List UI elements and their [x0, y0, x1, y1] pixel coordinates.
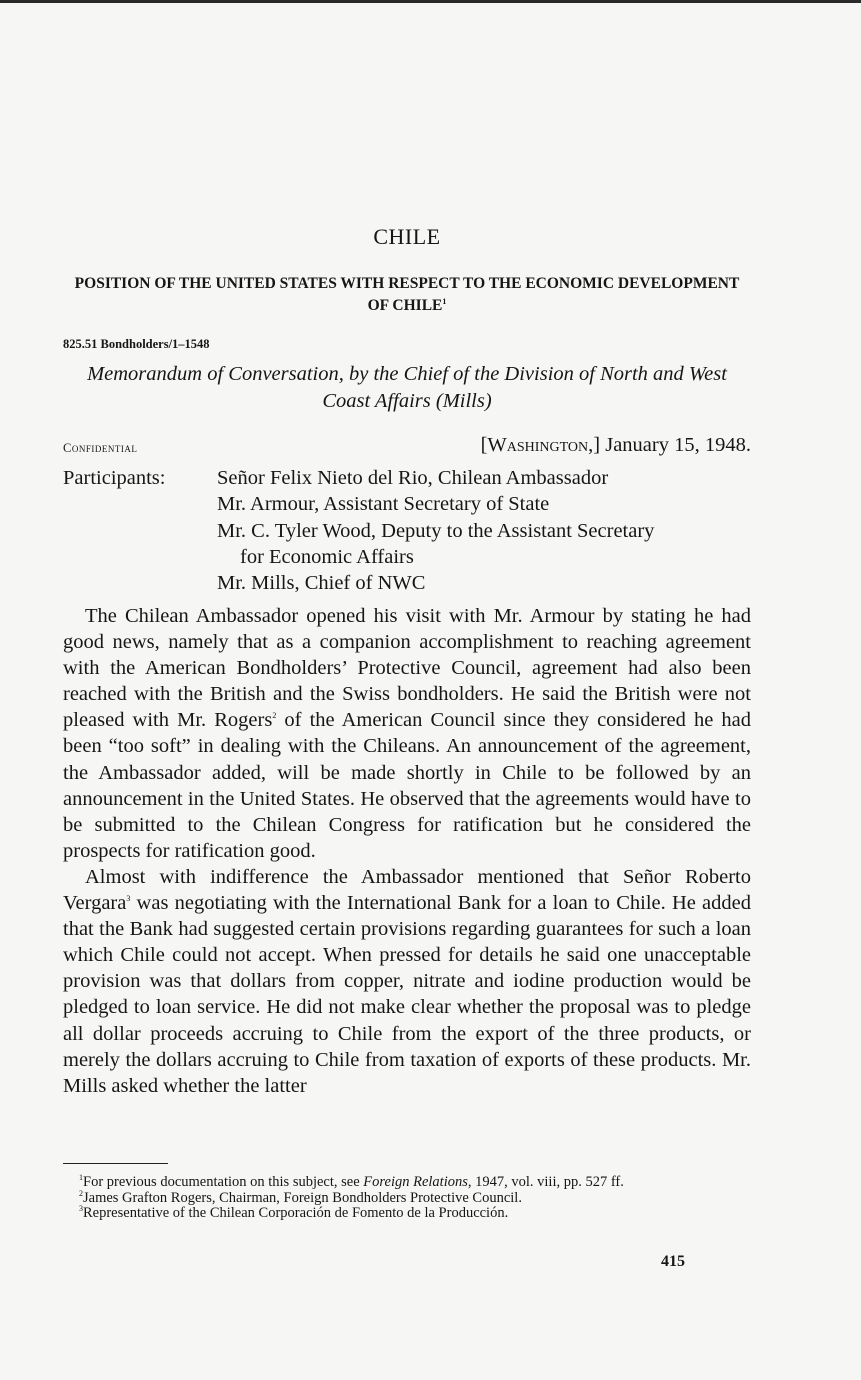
footnotes	[63, 1175, 751, 1222]
paragraph-1-part-b: of the American Council since they considered he had been “too soft” in dealing with the Chileans. An announcement of the agreement, the Ambassador added, will be made shortly in Chile to be followed by an announcement in the United States. He observed that the agreements would have to be submitted to the Chilean Congress for ratification but he considered the prospects for ratification good.	[63, 709, 751, 862]
participant: Señor Felix Nieto del Rio, Chilean Ambassador	[217, 467, 609, 489]
footnote-1	[63, 1175, 751, 1191]
footnote-ref-2[interactable]: 2	[272, 711, 277, 721]
participant: Mr. C. Tyler Wood, Deputy to the Assistant Secretary	[217, 519, 655, 542]
paragraph-2-part-b: was negotiating with the International Bank for a loan to Chile. He added that the Bank had suggested certain provisions regarding guarantees for such a loan which Chile could not accept. When pressed for details he said one unacceptable provision was that dollars from copper, nitrate and iodine production would be pledged to loan service. He did not make clear whether the proposal was to pledge all dollar proceeds accruing to Chile from the export of the three products, or merely the dollars accruing to Chile from taxation of exports of these products. Mr. Mills asked whether the latter	[63, 892, 751, 1097]
footnote-ref-1[interactable]: 1	[442, 296, 447, 306]
footnote-text: Representative of the Chilean Corporación de Fomento de la Producción.	[83, 1205, 509, 1221]
footnote-text: James Grafton Rogers, Chairman, Foreign Bondholders Protective Council.	[83, 1189, 522, 1206]
place: [Washington,]	[480, 434, 601, 456]
participants-list	[217, 465, 751, 596]
footnote-3	[63, 1206, 751, 1222]
memo-title: Memorandum of Conversation, by the Chief of the Division of North and West Coast Affairs (Mills)	[87, 363, 727, 412]
section-heading	[63, 273, 751, 317]
page-number: 415	[661, 1253, 685, 1270]
top-rule	[0, 0, 861, 3]
participant-continuation: for Economic Affairs	[240, 545, 414, 568]
footnote-rule	[63, 1163, 168, 1164]
classification-label: Confidential	[63, 441, 138, 455]
footnote-ref-3[interactable]: 3	[126, 894, 131, 904]
footnote-number: 1	[79, 1173, 83, 1183]
footnote-text: , 1947, vol. viii, pp. 527 ff.	[467, 1174, 624, 1190]
participants-label: Participants:	[63, 467, 166, 489]
participant: Mr. Mills, Chief of NWC	[217, 572, 426, 595]
footnote-number: 3	[79, 1204, 83, 1214]
paragraph-2	[63, 864, 751, 1099]
paragraph-1	[63, 603, 751, 864]
footnote-2	[63, 1188, 751, 1207]
country-title: CHILE	[373, 224, 441, 249]
footnote-number: 2	[79, 1188, 83, 1198]
memo-body	[63, 603, 751, 1099]
footnote-text: For previous documentation on this subject, see	[83, 1174, 364, 1190]
paragraph-1-part-a: The Chilean Ambassador opened his visit with Mr. Armour by stating he had good news, namely that as a companion accomplishment to reaching agreement with the American Bondholders’ Protective Council, agreement had also been reached with the British and the Swiss bondholders. He said the British were not pleased with Mr. Rogers	[63, 605, 751, 732]
participant: Mr. Armour, Assistant Secretary of State	[217, 493, 550, 516]
file-reference: 825.51 Bondholders/1–1548	[63, 337, 210, 351]
footnote-citation: Foreign Relations	[363, 1174, 468, 1190]
section-heading-text: POSITION OF THE UNITED STATES WITH RESPECT TO THE ECONOMIC DEVELOPMENT OF CHILE	[74, 275, 740, 314]
dateline	[481, 434, 751, 457]
paragraph-2-part-a: Almost with indifference the Ambassador mentioned that Señor Roberto Vergara	[63, 865, 751, 915]
date: January 15, 1948.	[605, 434, 751, 456]
